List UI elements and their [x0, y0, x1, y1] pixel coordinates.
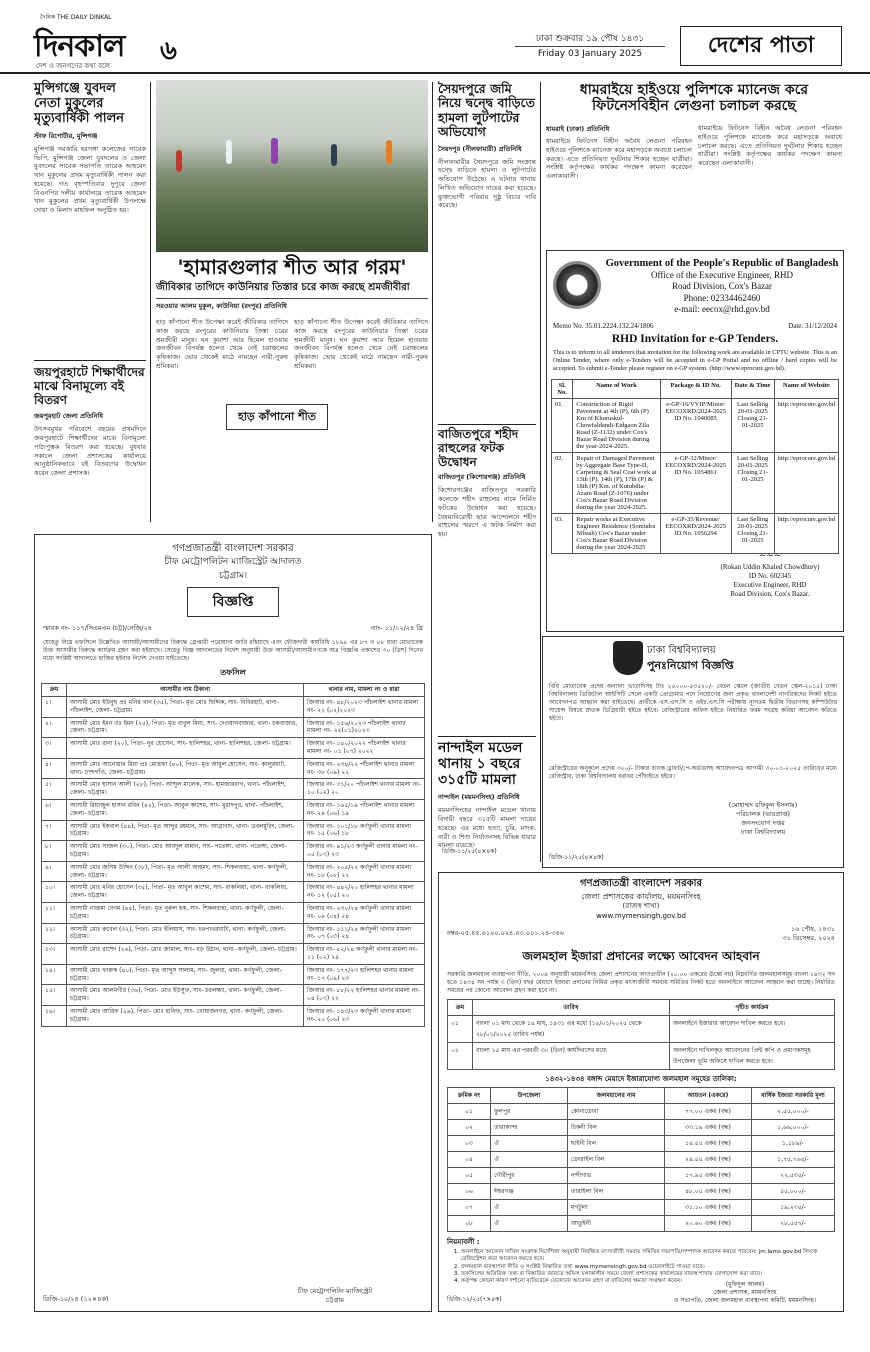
cell-serial: ৮।: [42, 841, 67, 862]
signer-title: Executive Engineer, RHD: [733, 580, 807, 589]
cell-jalmahal: কোনাডোবা: [568, 1104, 665, 1120]
table-row: [42, 944, 425, 965]
col-work: Name of Work: [573, 380, 660, 399]
du-body-2: রেজিস্ট্রারের অনুকূলে প্রদেয় ৩০০/- টাকার ব্যাংক ড্রাফট/পে-অর্ডারসহ আবেদনপত্র আগামী ৩০-০১-২০২৫ তারিখের মধ্যে রেজিস্ট্রার, ঢাকা বিশ্ববিদ্যালয় বরাবর পৌঁছাইতে হইবে।: [549, 765, 837, 781]
cell-case: জিআর নং- ২৩০/২৪ কর্ণফুলী থানার মামলা নং- ০৯ (০৪) ২৪: [304, 903, 425, 924]
table-row: [552, 514, 839, 554]
table-row: [42, 903, 425, 924]
table-row: [42, 758, 425, 779]
story-dhamrai-body: [546, 124, 692, 247]
table-row: [448, 1216, 835, 1232]
court-signature: [275, 1287, 395, 1305]
du-title: পুনঃনিয়োগ বিজ্ঞপ্তি: [647, 659, 734, 672]
cell-jalmahal: তারাইলা বিল: [568, 1184, 665, 1200]
story-body: ধামরাইয়ে ফিটনেস বিহীন অবৈধ লেগুনা পরিবহন হাইওয়ে পুলিশকে ম্যানেজ করে মহাসড়কে অবাধে চলাচল করছে। এতে প্রতিনিয়ত দুর্ঘটনার শিকার হচ্ছেন যাত্রীরা। সংশ্লিষ্ট কর্তৃপক্ষের কার্যকর পদক্ষেপ কামনা করেছেন এলাকাবাসী।: [546, 137, 692, 181]
cell-case: জিআর নং- ১৪০/২০২২ পাঁচলাইশ থানার মামলা নং- ০১ (০৭) ২০২২: [304, 738, 425, 759]
cell-serial: ৫।: [42, 779, 67, 800]
jal-memo: নম্বর-০৫.৪৫.৬১০০.০২৪.৪৩.০০১.২৪-৩৪৬: [447, 928, 565, 937]
du-signature: [693, 801, 833, 837]
cell-accused: আসামী নাজমা বেগম (৪৫), পিতা- মৃত নুরুল হক, সাং- শিকলবাহা, থানা- কর্ণফুলী, জেলা- চট্টগ্রাম।: [67, 903, 304, 924]
signer-city: চট্টগ্রাম: [326, 1295, 344, 1304]
phone: Phone: 02334462460: [683, 292, 761, 303]
rhd-tender-notice: [546, 250, 844, 632]
cell-serial: ১২।: [42, 923, 67, 944]
notice-title: বিজ্ঞপ্তি: [187, 587, 279, 617]
lead-subhead: জীবিকার তাগিদে কাউনিয়ার তিস্তার চরে কাজ করছে শ্রমজীবীরা: [156, 282, 410, 293]
cell-accused: আসামী মোঃ ফারুক (৪০), পিতা- মৃত আব্দুস সালাম, সাং- জুলধা, থানা- কর্ণফুলী, জেলা- চট্টগ্রাম।: [67, 964, 304, 985]
divider: [34, 360, 146, 361]
cell-accused: আসামী মোঃ সাজল (৩০), পিতা- মোঃ আবদুল মান্নান, সাং- পতেঙ্গা, থানা- পতেঙ্গা, জেলা- চট্টগ্রাম।: [67, 841, 304, 862]
cell-price: ২,৫৫,০০০/-: [752, 1104, 835, 1120]
cell-case: জিআর নং- ৮৮/২২ হালিশহর থানার মামলা নং- ০৪ (০৩) ২২: [304, 985, 425, 1006]
cell-price: ১৯,২৩৫/-: [752, 1200, 835, 1216]
col-price: বার্ষিক ইজারা সরকারি মূল্য: [752, 1088, 835, 1104]
cell-case: জিআর নং- ১৭৭/২৩ হালিশহর থানার মামলা নং- ১৭ (০৯) ২৩: [304, 964, 425, 985]
cell-serial: ০৮: [448, 1216, 491, 1232]
schedule-table: [447, 999, 835, 1070]
cell-website-link[interactable]: http://eprocure.gov.bd: [774, 514, 838, 554]
cell-package: e-GP-35/Revenue/ EECOXRD/2024-2025 ID No. 1056294: [660, 514, 731, 554]
cell-jalmahal: মগটুলা: [568, 1200, 665, 1216]
cell-case: জিআর নং- ১৪৩/২৩ কর্ণফুলী থানার মামলা নং- ২০ (০৬) ২৩: [304, 1005, 425, 1026]
signer-role: ও সভাপতি, জেলা জলমহাল ব্যবস্থাপনা কমিটি, ময়মনসিংহ।: [674, 1296, 816, 1304]
cell-accused: আসামী মোঃ ইউনুছ প্রঃ মনির খান (৩৫), পিতা- মৃত মোঃ ছিদ্দিক, সাং- বিবিরহাট, থানা- পাঁচলাইশ, জেলা- চট্টগ্রাম।: [67, 697, 304, 718]
worker-figure: [226, 140, 232, 164]
memo-no: Memo No. 35.01.2224.132.24/1806: [553, 322, 654, 330]
du-notice: [542, 636, 844, 868]
cell-area: ৩১.১০ একর (বদ্ধ): [665, 1200, 752, 1216]
story-body: ময়মনসিংহের নান্দাইল মডেল থানায় বিদায়ী বছরে ৩১৫টি মামলা দায়ের হয়েছে। এর মধ্যে হত্যা, চুরি, মাদক, নারী ও শিশু নির্যাতনসহ বিভিন্ন ধারার মামলা রয়েছে।: [438, 806, 536, 850]
cell-upazila: গৌরীপুর: [491, 1168, 568, 1184]
table-row: [42, 820, 425, 841]
table-row: [42, 841, 425, 862]
cell-serial: ৬।: [42, 800, 67, 821]
story-byline: বাজিতপুর (কিশোরগঞ্জ) প্রতিনিধি: [438, 473, 526, 482]
cell-upazila: তারাকান্দা: [491, 1120, 568, 1136]
cell-website-link[interactable]: http://eprocure.gov.bd: [774, 399, 838, 453]
lead-story: [156, 256, 428, 312]
worker-figure: [271, 138, 278, 164]
cell-serial: ০৬: [448, 1184, 491, 1200]
court-code: ডিজি-১০/২৫ (১২×৪ক): [43, 1295, 109, 1303]
jal-date-bn: ১৬ পৌষ, ১৪৩১: [790, 924, 835, 933]
divider: [438, 736, 536, 737]
divider: [438, 424, 536, 425]
jalmahal-table: [447, 1087, 835, 1232]
logo-tagline: দেশ ও জনগণের কথা বলে: [36, 62, 111, 70]
lead-headline: 'হামারগুলার শীত আর গরম': [177, 255, 407, 279]
table-row: [42, 964, 425, 985]
cell-jalmahal: নন্দীগাঙ: [568, 1168, 665, 1184]
cell-package: e-GP-16/VVIP/Minor/ EECOXRD/2024-2025 ID No. 1040085: [660, 399, 731, 453]
cell-upazila: ফুলপুর: [491, 1104, 568, 1120]
cell-action: অনলাইনে ইজারার আবেদন দাখিল করতে হবে।: [670, 1016, 835, 1043]
masthead: [0, 0, 870, 74]
note-item: 1. অনলাইনে আবেদন দাখিল সংক্রান্ত নির্দেশিকা অনুযায়ী নিবন্ধিত মৎস্যজীবী সমবায় সমিতির সভাপতি/সম্পাদক আবেদন করতে পারবেন; jm.lams.gov.bd লিংকে রেজিস্ট্রেশন করে আবেদন করতে হবে।: [461, 1249, 835, 1264]
signer-title: জেলা প্রশাসক, ময়মনসিংহ: [713, 1288, 777, 1296]
jal-section: (রাজস্ব শাখা): [622, 902, 660, 911]
cell-accused: আসামী মোঃ রানা (২০), পিতা- নুর হোসেন, সাং- হালিশহর, থানা- হালিশহর, জেলা- চট্টগ্রাম।: [67, 738, 304, 759]
cell-serial: ১৫।: [42, 985, 67, 1006]
page-number: ৬: [160, 36, 177, 66]
cell-upazila: ঐ: [491, 1200, 568, 1216]
court-name: চীফ মেট্রোপলিটন ম্যাজিস্ট্রেট আদালত: [164, 557, 302, 567]
du-code: ডিজি-১১/২৫(৪×৪ক): [549, 854, 604, 861]
worker-figure: [176, 150, 182, 172]
story-byline: স্টাফ রিপোর্টার, মুন্সিগঞ্জ: [34, 131, 98, 140]
university-crest-icon: [613, 641, 643, 675]
office-name: Office of the Executive Engineer, RHD: [651, 270, 793, 281]
cell-case: জিআর নং- ৯১/২৩ কর্ণফুলী থানার মামলা নং- ০৫ (০৩) ২৩: [304, 841, 425, 862]
gov-title: Government of the People's Republic of Bangladesh: [605, 258, 839, 269]
lead-body-col2: হাড় কাঁপানো শীত উপেক্ষা করেই জীবিকার তাগিদে কাজ করছে রংপুরের কাউনিয়ার তিস্তা চরের শ্রমজীবী মানুষ। ঘন কুয়াশা আর হিমেল হাওয়ায় জনজীবন বিপর্যস্ত হলেও থেমে নেই চরাঞ্চলের কৃষিকাজ। ভোর থেকেই মাঠে নামছেন নারী-পুরুষ শ্রমিকরা।: [294, 318, 428, 370]
cell-price: ১,৭৫,৭৬৫/-: [752, 1152, 835, 1168]
cell-accused: আসামী মোঃ ইমন ওঃ ইমন (২৫), পিতা- মৃত বাবুল মিয়া, সাং- দেওয়ানবাজার, থানা- চকবাজার, জেলা- চট্টগ্রাম।: [67, 717, 304, 738]
court-date: তাং- ১১/১২/২৪ খ্রি: [370, 624, 423, 632]
table-title: তফসিল: [220, 668, 246, 678]
court-body: যেহেতু নিম্নে তফসিলে উল্লেখিত আসামী/আসামীদের বিরুদ্ধে গ্রেপ্তারী পরোয়ানা জারি রহিয়াছে এবং ফৌজদারী কার্যবিধি ১৮৯৮ এর ৮৭ ও ৮৮ ধারা মোতাবেক উক্ত আসামীর বিরুদ্ধে কার্যক্রম গ্রহণ করা হইয়াছে। সেহেতু বিজ্ঞ আদালতের নির্দেশ অনুযায়ী উক্ত আসামী/আসামীগণকে অত্র বিজ্ঞপ্তি প্রকাশের ৩০ (ত্রিশ) দিনের মধ্যে সংশ্লিষ্ট আদালতে হাজির হইবার নির্দেশ দেওয়া যাইতেছে।: [43, 639, 423, 663]
jalmahal-notice: [438, 872, 844, 1312]
cell-jalmahal: চিকনী বিল: [568, 1120, 665, 1136]
cell-work: Repair of Damaged Pavement by Aggregate Base Type-II, Carpeting & Seal Coat work at 13th (P), 14th (P), 17th (P) & 18th (P) Km. of Kutubdia-Azam Road (Z-1076) under Cox's Bazar Road Division during the year 2024-2025.: [573, 453, 660, 514]
table-row: [42, 738, 425, 759]
table-row: [42, 861, 425, 882]
tender-intro: This is to inform to all tenderers that invitation for the following work are available in CPTU website. This is an Online Tender, where only e-Tenders will be accepted in e-GP Portal and no offline / hard copies will be accepted. To submit e-Tender please register on e-GP system. (http://www.eprocure.gov.bd).: [553, 349, 837, 373]
story-headline: বাজিতপুরে শহীদ রাহুলের ফটক উদ্বোধন: [438, 427, 519, 469]
cell-serial: ১৩।: [42, 944, 67, 965]
cell-case: জিআর নং- ১৫৬/২০২৩ পাঁচলাইশ থানার মামলা নং- ২৫(০১)২০২৩: [304, 717, 425, 738]
cell-serial: ০৪: [448, 1152, 491, 1168]
memo-date: Date: 31/12/2024: [788, 322, 837, 330]
column-rule: [540, 82, 541, 862]
col-serial: ক্রম: [448, 1000, 473, 1016]
cell-price: ২২,৫৩৫/-: [752, 1168, 835, 1184]
table-row: [448, 1136, 835, 1152]
table-row: [42, 882, 425, 903]
jal-gov: গণপ্রজাতন্ত্রী বাংলাদেশ সরকার: [580, 878, 702, 889]
jal-date-en: ৩১ ডিসেম্বর, ২০২৪: [782, 933, 835, 942]
cell-serial: ০৩: [448, 1136, 491, 1152]
table-row: [448, 1168, 835, 1184]
cell-area: ২০.৬০ একর (বদ্ধ): [665, 1216, 752, 1232]
story-dhamrai: [546, 82, 842, 114]
table-row: [448, 1104, 835, 1120]
govt-seal-icon: [553, 261, 601, 309]
cell-sl: 03.: [552, 514, 573, 554]
col-serial: ক্রম: [42, 684, 67, 697]
signer-name: (Rokan Uddin Khaled Chowdhury): [720, 562, 820, 571]
col-website: Name of Website: [774, 380, 838, 399]
col-area: আয়তন (একরে): [665, 1088, 752, 1104]
cell-sl: 01.: [552, 399, 573, 453]
worker-figure: [386, 140, 392, 164]
cell-case: জিআর নং- ৫২/২৪ কর্ণফুলী থানার মামলা নং- ১১ (০২) ২৪: [304, 944, 425, 965]
cell-accused: আসামী রিয়াজুল হাসান রবিন (৪২), পিতা- আবুল কাশেম, সাং- মুরাদপুর, থানা- পাঁচলাইশ, জেলা- চট্টগ্রাম।: [67, 800, 304, 821]
cell-serial: ০৫: [448, 1168, 491, 1184]
cell-case: জিআর নং- ২৩৪/২২ পাঁচলাইশ থানার মামলা নং- ৩৮ (০৯) ২২: [304, 758, 425, 779]
cell-serial: ০১: [448, 1016, 473, 1043]
cell-area: ৪৮.০৫ একর (বদ্ধ): [665, 1184, 752, 1200]
court-gov: গণপ্রজাতন্ত্রী বাংলাদেশ সরকার: [172, 543, 294, 554]
note-item: 2. জলমহাল ব্যবস্থাপনা নীতি ও সংশ্লিষ্ট বিস্তারিত তথ্য www.mymensingh.gov.bd ওয়েবসাইটে পাওয়া যাবে।: [461, 1264, 835, 1271]
tender-title: RHD Invitation for e-GP Tenders.: [611, 333, 779, 345]
table-row: [42, 800, 425, 821]
cell-price: ২৮,৫৫৭/-: [752, 1216, 835, 1232]
cell-package: e-GP-32/Minor/ EECOXRD/2024-2025 ID No. 1054861: [660, 453, 731, 514]
cell-serial: ৩।: [42, 738, 67, 759]
section-title: দেশের পাতা: [680, 26, 842, 66]
table-row: [42, 1005, 425, 1026]
cell-area: ২৪.৫৪ একর (বদ্ধ): [665, 1152, 752, 1168]
table-row: [448, 1016, 835, 1043]
table-row: [42, 985, 425, 1006]
story-body: উৎসবমুখর পরিবেশে বছরের প্রথমদিনে জয়পুরহাটে শিক্ষার্থীদের মাঝে বিনামূল্যে পাঠ্যপুস্তক বিতরণ করা হয়েছে। বুধবার সকালে জেলা প্রশাসকের কার্যালয়ে আনুষ্ঠানিকভাবে বই বিতরণের উদ্বোধন করেন জেলা প্রশাসক।: [34, 425, 146, 478]
cell-date: Last Selling 20-01-2025 Closing 21-01-2025: [731, 399, 774, 453]
story-headline: নান্দাইল মডেল থানায় ১ বছরে ৩১৫টি মামলা: [438, 740, 523, 789]
cell-jalmahal: আতুইনী: [568, 1216, 665, 1232]
story-body: মুন্সিগঞ্জ সরকারি হরগঙ্গা কলেজের সাবেক ভিপি, মুন্সিগঞ্জ জেলা যুবদলের ও জেলা যুবদলের সাবেক সভাপতি তারেক আহমেদ খান মুকুলের প্রথম মৃত্যুবার্ষিকী পালন করা হয়েছে। গত বৃহস্পতিবার দুপুরে জেলা বিএনপির দলীয় কার্যালয়ে তারেক আহমেদ খান মুকুলের প্রথম মৃত্যুবার্ষিকী উপলক্ষে দোয়া ও মিলাদ মাহফিল অনুষ্ঠিত হয়।: [34, 144, 146, 215]
note-item: 4. কর্তৃপক্ষ কোনো কারণ দর্শানো ব্যতিরেকে যেকোনো আবেদন গ্রহণ বা বাতিলের ক্ষমতা সংরক্ষণ করেন।: [461, 1278, 835, 1285]
cell-accused: আসামী মোঃ রুবেল (৩২), পিতা- মোঃ ইলিয়াস, সাং- চরপাথরঘাটা, থানা- কর্ণফুলী, জেলা- চট্টগ্রাম।: [67, 923, 304, 944]
col-package: Package & ID No.: [660, 380, 731, 399]
cell-area: ৩৩.১৯ একর (বদ্ধ): [665, 1120, 752, 1136]
cell-case: জিআর নং- ১০১/১৮ কর্ণফুলী থানার মামলা নং- ১৫ (০৬) ১৮: [304, 820, 425, 841]
story-body-col2: ধামরাইয়ে ফিটনেস বিহীন অবৈধ লেগুনা পরিবহন হাইওয়ে পুলিশকে ম্যানেজ করে মহাসড়কে অবাধে চলাচল করছে। এতে প্রতিনিয়ত দুর্ঘটনার শিকার হচ্ছেন যাত্রীরা। সংশ্লিষ্ট কর্তৃপক্ষের কার্যকর পদক্ষেপ কামনা করেছেন এলাকাবাসী।: [698, 124, 842, 168]
cell-price: ১,৬৬,০০০/-: [752, 1120, 835, 1136]
story-byline: সৈয়দপুর (নীলফামারী) প্রতিনিধি: [438, 144, 522, 153]
accused-table: [41, 683, 425, 1026]
story-byline: ধামরাই (ঢাকা) প্রতিনিধি: [546, 125, 610, 133]
lead-byline: সরওয়ার আলম মুকুল, কাউনিয়া (রংপুর) প্রতিনিধি: [156, 298, 428, 312]
col-sl: Sl. No.: [552, 380, 573, 399]
cell-area: ১৪.৫৫ একর (বদ্ধ): [665, 1136, 752, 1152]
court-memo: স্মারক নং- ১১৭/সিএমএম (চট্ট)/নেজি/২৪: [43, 624, 152, 632]
table-row: [448, 1043, 835, 1070]
table-row: [448, 1184, 835, 1200]
story-joypurhat: [34, 366, 146, 525]
table-row: [42, 717, 425, 738]
cell-serial: ০২: [448, 1120, 491, 1136]
cell-area: ৭৭.০০ একর (বদ্ধ): [665, 1104, 752, 1120]
story-headline: ধামরাইয়ে হাইওয়ে পুলিশকে ম্যানেজ করে ফিটনেসবিহীন লেগুনা চলাচল করছে: [579, 82, 809, 115]
cell-action: অনলাইনে দাখিলকৃত আবেদনের প্রিন্ট কপি ও প্রমাণকসমূহ উপজেলা ভূমি অফিসে দাখিল করতে হবে।: [670, 1043, 835, 1070]
cell-sl: 02.: [552, 453, 573, 514]
cell-accused: আসামী মোঃ জসিম উদ্দিন (৩৮), পিতা- মৃত আলী আহমদ, সাং- শিকলবাহা, থানা- কর্ণফুলী, জেলা- চট্টগ্রাম।: [67, 861, 304, 882]
col-action: গৃহীত কার্যক্রম: [670, 1000, 835, 1016]
ad-code: ডিজি-১১/২৫(৪×৪ক): [442, 848, 497, 855]
story-headline: সৈয়দপুরে জমি নিয়ে দ্বন্দ্বে বাড়িতে হামলা লুটপাটের অভিযোগ: [438, 81, 535, 140]
email: e-mail: eecox@rhd.gov.bd: [674, 303, 770, 314]
column-rule: [432, 82, 433, 522]
cell-case: জিআর নং- ১১১/২৪ কর্ণফুলী থানার মামলা নং- ০৭ (০৩) ২৪: [304, 923, 425, 944]
cell-serial: ৪।: [42, 758, 67, 779]
cell-serial: ১।: [42, 697, 67, 718]
cell-date: Last Selling 20-01-2025 Closing 21-01-2025: [731, 453, 774, 514]
cell-accused: আসামী মোঃ আলমগীর (৩৬), পিতা- মোঃ ইউসুফ, সাং- চরলক্ষ্যা, থানা- কর্ণফুলী, জেলা- চট্টগ্রাম।: [67, 985, 304, 1006]
cell-serial: ০১: [448, 1104, 491, 1120]
jal-title: জলমহাল ইজারা প্রদানের লক্ষ্যে আবেদন আহবান: [522, 948, 760, 963]
table-row: [552, 399, 839, 453]
col-accused: আসামীর নাম ঠিকানা: [67, 684, 304, 697]
cell-upazila: ঐ: [491, 1136, 568, 1152]
cell-serial: ৭।: [42, 820, 67, 841]
du-body: বিধি মোতাবেক প্রদেয় অন্যান্য ভাতাদিসহ টাঃ ২৫০০০-৫৩৫২০/- বেতন স্কেলে (জাতীয় বেতন স্কেল-২০১৫) ঢাকা বিশ্ববিদ্যালয় ডিজিটাল আইসিটি সেলে একটি প্রোগ্রামার পদে নিয়োগের জন্য প্রকৃত বাংলাদেশী নাগরিকদের নিকট হইতে আবেদনপত্র আহ্বান করা যাইতেছে। প্রার্থীকে এস.এস.সি ও এইচ.এস.সি পরীক্ষায় ন্যূনতম দ্বিতীয় বিভাগসহ কম্পিউটার সায়েন্স বিষয়ে স্নাতক ডিগ্রিধারী হইতে হইবে। রেজিস্ট্রারের অফিস হইতে নির্ধারিত ফরম সংগ্রহ করিয়া আবেদন করিতে হইবে।: [549, 683, 837, 723]
lead-body-col1: হাড় কাঁপানো শীত উপেক্ষা করেই জীবিকার তাগিদে কাজ করছে রংপুরের কাউনিয়ার তিস্তা চরের শ্রমজীবী মানুষ। ঘন কুয়াশা আর হিমেল হাওয়ায় জনজীবন বিপর্যস্ত হলেও থেমে নেই চরাঞ্চলের কৃষিকাজ। ভোর থেকেই মাঠে নামছেন নারী-পুরুষ শ্রমিকরা।: [156, 318, 288, 370]
pull-quote: হাড় কাঁপানো শীত: [226, 404, 328, 430]
farm-workers-photo: [156, 80, 428, 252]
cell-price: ৫৫,০০০/-: [752, 1184, 835, 1200]
cell-serial: ২।: [42, 717, 67, 738]
cell-serial: ১৬।: [42, 1005, 67, 1026]
cell-serial: ১০।: [42, 882, 67, 903]
table-row: [42, 779, 425, 800]
jal-signature: [655, 1281, 835, 1305]
cell-accused: আসামী মোঃ হাসান আলী (২৮), পিতা- আব্দুল মালেক, সাং- হামজারবাগ, থানা- পাঁচলাইশ, জেলা- চট্টগ্রাম।: [67, 779, 304, 800]
signer-title: চীফ মেট্রোপলিটন ম্যাজিস্ট্রেট: [297, 1286, 373, 1295]
cell-jalmahal: ডেংরাইল বিল: [568, 1152, 665, 1168]
cell-date: বাংলা ১৫ মাঘ এর পরবর্তী ৩০ (তিন) কার্যদিবসের মধ্যে: [473, 1043, 670, 1070]
division-name: Road Division, Cox's Bazar: [671, 281, 773, 292]
logo-top-tag: দৈনিক THE DAILY DINKAL: [40, 14, 112, 21]
du-org: ঢাকা বিশ্ববিদ্যালয়: [647, 645, 716, 656]
table-row: [42, 697, 425, 718]
cell-case: জিআর নং- ৩১/২০ পাঁচলাইশ থানার মামলা নং- ১০ (০২) ২০: [304, 779, 425, 800]
table-row: [42, 923, 425, 944]
story-byline: জয়পুরহাট জেলা প্রতিনিধি: [34, 412, 104, 421]
list-title: ১৪৩২-১৪৩৪ বঙ্গাব্দ মেয়াদে ইজারাযোগ্য জলমহাল সমূহের তালিকা:: [545, 1075, 737, 1084]
cell-case: জিআর নং- ৪৪২/২০ হালিশহর থানার মামলা নং- ১২ (০৫) ২০: [304, 882, 425, 903]
notes-title: নিয়মাবলী :: [447, 1238, 480, 1247]
signer-name: (মুফিদুল আলম): [725, 1280, 765, 1288]
cell-accused: আসামী মোঃ আনোয়ার মিয়া প্রঃ মোস্তফা (৪০), পিতা- মৃত আবুল হোসেন, সাং- কালুরঘাট, থানা- চান্দগাঁও, জেলা- চট্টগ্রাম।: [67, 758, 304, 779]
cell-work: Repair works at Executive Engineer Residence (Somudra Nibash) Cox's Bazar under Cox's Bazar Road Division during the year 2024-2025: [573, 514, 660, 554]
jal-office: জেলা প্রশাসকের কার্যালয়, ময়মনসিংহ: [581, 892, 701, 901]
jal-website[interactable]: www.mymensingh.gov.bd: [596, 911, 686, 920]
worker-figure: [331, 144, 337, 166]
signer-name: (মোহাম্মদ রফিকুল ইসলাম): [728, 801, 798, 809]
cell-upazila: ঐ: [491, 1216, 568, 1232]
story-munshiganj: [34, 82, 146, 405]
newspaper-logo: দিনকাল: [34, 29, 125, 64]
table-row: [448, 1152, 835, 1168]
cell-date: Last Selling 20-01-2025 Closing 21-01-2025: [731, 514, 774, 554]
col-jalmahal: জলমহালের নাম: [568, 1088, 665, 1104]
cell-work: Construction of Rigid Pavement at 4th (P), 6th (P) Km of Khuruskul-Chowfaldandi-Eidgaon Zila Road (Z-1132) under Cox's Bazar Road Division during the year-2024-2025.: [573, 399, 660, 453]
story-body: কিশোরগঞ্জের বাজিতপুর সরকারি কলেজে শহীদ রাহুলের নামে নির্মিত ফটকের উদ্বোধন করা হয়েছে। বৈষম্যবিরোধী ছাত্র আন্দোলনে শহীদ রাহুলের স্মরণে এ ফটক নির্মাণ করা হয়।: [438, 486, 536, 539]
court-notice: [34, 534, 432, 1312]
signer-org: ঢাকা বিশ্ববিদ্যালয়: [740, 828, 786, 837]
issue-date: [515, 32, 665, 61]
signer-title: পরিচালক (ভারপ্রাপ্ত): [735, 810, 791, 819]
cell-area: ১৭.৯৫ একর (বদ্ধ): [665, 1168, 752, 1184]
cell-upazila: ঈশ্বরগঞ্জ: [491, 1184, 568, 1200]
cell-serial: ৯।: [42, 861, 67, 882]
cell-serial: ১১।: [42, 903, 67, 924]
jal-code: ডিজি-১২/২৫(৭×৪ক): [447, 1296, 502, 1303]
signature-mark: ~~~: [758, 551, 782, 561]
table-row: [448, 1200, 835, 1216]
tender-signature: [705, 551, 835, 599]
cell-upazila: ঐ: [491, 1152, 568, 1168]
story-byline: নান্দাইল (ময়মনসিংহ) প্রতিনিধি: [438, 793, 520, 802]
court-city: চট্টগ্রাম।: [218, 570, 248, 581]
date-english: Friday 03 January 2025: [515, 46, 665, 61]
signer-id: ID No. 602345: [748, 571, 792, 580]
cell-website-link[interactable]: http://eprocure.gov.bd: [774, 453, 838, 514]
signer-office: Road Division, Cox's Bazar.: [730, 589, 810, 598]
cell-accused: আসামী মোঃ ইকবাল (৪৪), পিতা- মৃত আব্দুর রহমান, সাং- আগ্রাবাদ, থানা- ডবলমুরিং, জেলা- চট্টগ্রাম।: [67, 820, 304, 841]
date-bangla: ঢাকা শুক্রবার ১৯ পৌষ ১৪৩১: [535, 34, 645, 44]
story-body: নীলফামারীর সৈয়দপুরে জমি সংক্রান্ত দ্বন্দ্বে বাড়িতে হামলা ও লুটপাটের অভিযোগ উঠেছে। এ ঘটনায় থানায় লিখিত অভিযোগ দায়ের করা হয়েছে। ভুক্তভোগী পরিবার সুষ্ঠু বিচার দাবি করেছে।: [438, 157, 536, 210]
col-case: থানার নাম, মামলা নং ও ধারা: [304, 684, 425, 697]
cell-accused: আসামী মোঃ রাশেদ (২৬), পিতা- মোঃ জামাল, সাং- বড় উঠান, থানা- কর্ণফুলী, জেলা- চট্টগ্রাম।: [67, 944, 304, 965]
cell-accused: আসামী মোঃ আরিফ (২৯), পিতা- মোঃ হানিফ, সাং- খোয়াজনগর, থানা- কর্ণফুলী, জেলা- চট্টগ্রাম।: [67, 1005, 304, 1026]
cell-serial: ০৭: [448, 1200, 491, 1216]
story-headline: মুন্সিগঞ্জে যুবদল নেতা মুকুলের মৃত্যুবার্ষিকী পালন: [34, 81, 125, 126]
story-bajitpur: [438, 428, 536, 686]
story-headline: জয়পুরহাটে শিক্ষার্থীদের মাঝে বিনামূল্যে বই বিতরণ: [34, 365, 145, 407]
note-item: 3. তফসিলের অতিরিক্ত তথ্য বা বিস্তারিত জানতে অফিস চলাকালীন সময়ে জেলা প্রশাসকের কার্যালয়ের রাজস্ব শাখায় যোগাযোগ করা যাবে।: [461, 1271, 835, 1278]
cell-price: ১,১৮৯/-: [752, 1136, 835, 1152]
tender-table: [551, 379, 839, 554]
cell-accused: আসামী মোঃ মনির হোসেন (৩৫), পিতা- মৃত আবুল কাশেম, সাং- বাকলিয়া, থানা- বাকলিয়া, জেলা- চট্টগ্রাম।: [67, 882, 304, 903]
col-date: তারিখ: [473, 1000, 670, 1016]
story-saidpur: [438, 82, 536, 408]
signer-dept: জনসংযোগ দপ্তর: [741, 819, 785, 828]
col-serial: ক্রমিক নং: [448, 1088, 491, 1104]
col-upazila: উপজেলা: [491, 1088, 568, 1104]
cell-case: জিআর নং- ৪৮/২০২৩ পাঁচলাইশ থানার মামলা নং- ২২ (০২)২০২৩: [304, 697, 425, 718]
cell-date: বাংলা ০১ মাঘ থেকে ১৪ মাঘ, ১৪৩১ এর মধ্যে (১৫/০১/২০২৫ থেকে ২৮/০১/২০২৫ তারিখ পর্যন্ত): [473, 1016, 670, 1043]
cell-jalmahal: ছাইনী বিল: [568, 1136, 665, 1152]
cell-serial: ১৪।: [42, 964, 67, 985]
cell-case: জিআর নং- ২০৫/২২ কর্ণফুলী থানার মামলা নং- ১৮ (০৮) ২২: [304, 861, 425, 882]
col-date: Date & Time: [731, 380, 774, 399]
cell-case: জিআর নং- ১৬৫/১৯ পাঁচলাইশ থানার মামলা নং- ২৪ (০৬) ১৯: [304, 800, 425, 821]
table-row: [552, 453, 839, 514]
table-row: [448, 1120, 835, 1136]
jal-intro: সরকারি জলমহাল ব্যবস্থাপনা নীতি, ২০০৯ অনুযায়ী ময়মনসিংহ জেলা প্রশাসনের আওতাধীন (২০.০০ একরের ঊর্ধ্বে নয়) নিম্নবর্ণিত জলমহালসমূহ বাংলা ১৪৩২ সন হতে ১৪৩৪ সন পর্যন্ত ৩ (তিন) বছর মেয়াদে ইজারা প্রদানের নিমিত্ত প্রকৃত মৎস্যজীবী সমবায় সমিতির নিকট হতে অনলাইনে আবেদন আহ্বান করা যাচ্ছে। নির্ধারিত সময়ের পর কোনো আবেদন গ্রহণ করা হবে না।: [447, 970, 835, 994]
column-rule: [150, 82, 151, 522]
cell-serial: ০২: [448, 1043, 473, 1070]
